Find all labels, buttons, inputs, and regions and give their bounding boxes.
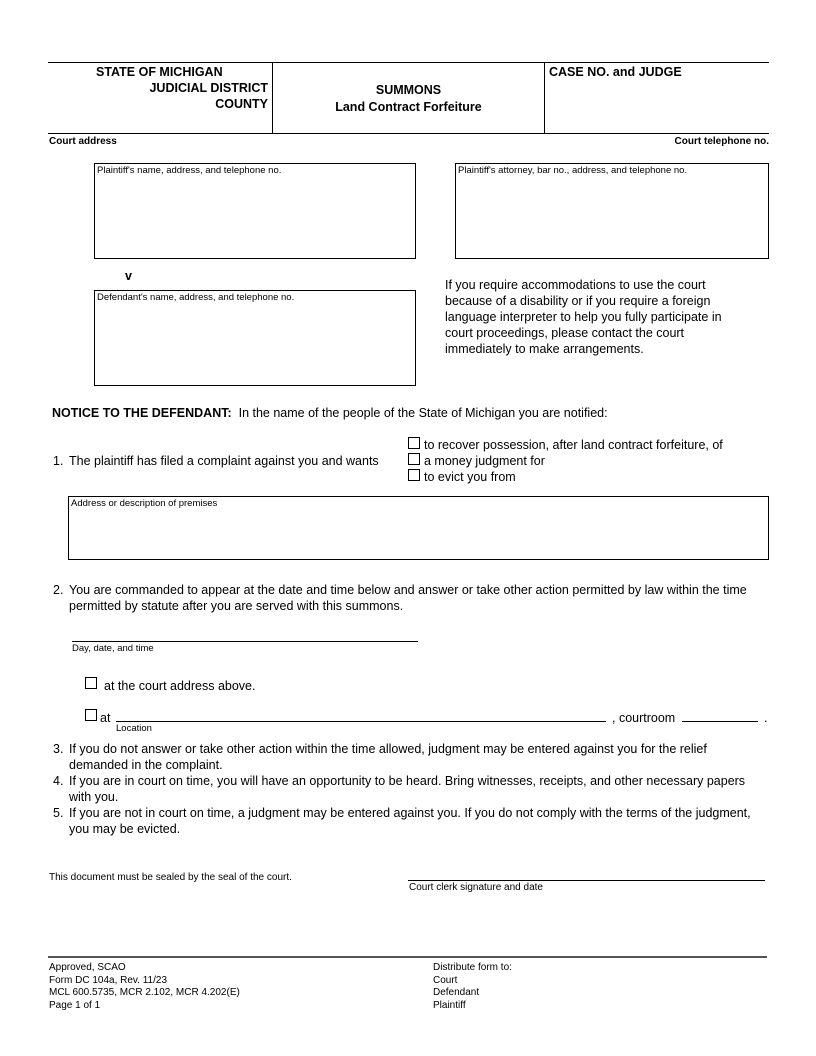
- notice-intro-line: [52, 405, 608, 421]
- option-money-checkbox[interactable]: [408, 453, 420, 465]
- premises-box[interactable]: [68, 496, 769, 560]
- court-address-label: Court address: [49, 136, 117, 147]
- defendant-box[interactable]: [94, 290, 416, 386]
- option-recover-label: to recover possession, after land contract forfeiture, of: [424, 438, 723, 452]
- clerk-signature-label: Court clerk signature and date: [409, 882, 543, 893]
- item4-text: If you are in court on time, you will have an opportunity to be heard. Bring witnesses, receipts, and other necessary papers with you.: [69, 774, 746, 804]
- footer-statutes: MCL 600.5735, MCR 2.102, MCR 4.202(E): [49, 987, 240, 998]
- item1-text: The plaintiff has filed a complaint against you and wants: [69, 454, 379, 468]
- item3-text: If you do not answer or take other action within the time allowed, judgment may be entered against you for the relief demanded in the complaint.: [69, 742, 707, 772]
- location-checkbox[interactable]: [85, 709, 97, 721]
- clerk-signature-line[interactable]: [408, 880, 765, 881]
- footer-left: [49, 962, 240, 1012]
- defendant-field-label: Defendant's name, address, and telephone no.: [97, 292, 295, 303]
- item1-number: 1.: [53, 454, 64, 468]
- form-subtitle: Land Contract Forfeiture: [335, 100, 482, 114]
- footer-page-number: Page 1 of 1: [49, 999, 101, 1011]
- attorney-field-label: Plaintiff's attorney, bar no., address, and telephone no.: [458, 165, 688, 176]
- premises-field-label: Address or description of premises: [71, 498, 218, 509]
- header-bottom-rule: [48, 133, 769, 134]
- footer-distribute-court: Court: [433, 974, 458, 986]
- option-recover-checkbox[interactable]: [408, 437, 420, 449]
- state-label: STATE OF MICHIGAN: [96, 65, 223, 79]
- case-number-label: CASE NO. and JUDGE: [549, 65, 682, 79]
- court-address-option-label: at the court address above.: [104, 679, 256, 693]
- courtroom-line[interactable]: [682, 721, 758, 722]
- item5-number: 5.: [53, 806, 64, 820]
- option-evict-label: to evict you from: [424, 470, 516, 484]
- district-label: JUDICIAL DISTRICT: [149, 81, 268, 95]
- option-evict-checkbox[interactable]: [408, 469, 420, 481]
- location-label: Location: [116, 723, 152, 734]
- county-label: COUNTY: [215, 97, 268, 111]
- day-date-label: Day, date, and time: [72, 643, 154, 654]
- footer-rule: [48, 956, 767, 958]
- notice-intro: In the name of the people of the State of Michigan you are notified:: [238, 406, 608, 420]
- footer-distribute-plaintiff: Plaintiff: [433, 999, 466, 1011]
- item3-number: 3.: [53, 742, 64, 756]
- footer-distribute-defendant: Defendant: [433, 987, 480, 998]
- footer-distribute-heading: Distribute form to:: [433, 962, 512, 973]
- option-money-label: a money judgment for: [424, 454, 545, 468]
- attorney-box[interactable]: [455, 163, 769, 259]
- plaintiff-box[interactable]: [94, 163, 416, 259]
- notice-heading: NOTICE TO THE DEFENDANT:: [52, 406, 232, 420]
- versus-label: v: [125, 269, 132, 283]
- item2-number: 2.: [53, 583, 64, 597]
- plaintiff-field-label: Plaintiff's name, address, and telephone no.: [97, 165, 282, 176]
- accommodation-notice: If you require accommodations to use the court because of a disability or if you require a foreign language interpreter to help you fully participate in court proceedings, please contact the court immediately to make arrangements.: [445, 278, 722, 356]
- header-divider-right: [544, 62, 545, 134]
- day-date-line[interactable]: [72, 641, 418, 642]
- location-line[interactable]: [116, 721, 606, 722]
- courtroom-label: , courtroom: [612, 711, 676, 725]
- item5-text: If you are not in court on time, a judgment may be entered against you. If you do not comply with the terms of the judgment, you may be evicted.: [69, 806, 751, 836]
- item4-number: 4.: [53, 774, 64, 788]
- footer-right: [433, 962, 512, 1012]
- form-title: SUMMONS: [375, 83, 442, 97]
- court-telephone-label: Court telephone no.: [674, 136, 769, 147]
- footer-form-number: Form DC 104a, Rev. 11/23: [49, 974, 168, 986]
- item2-text: You are commanded to appear at the date and time below and answer or take other action permitted by law within the time permitted by statute after you are served with this summons.: [69, 583, 747, 613]
- header-top-rule: [48, 62, 769, 63]
- seal-note: This document must be sealed by the seal of the court.: [49, 872, 292, 883]
- courtroom-period: .: [764, 711, 768, 725]
- header-divider-left: [272, 62, 273, 134]
- at-label: at: [100, 711, 111, 725]
- court-address-checkbox[interactable]: [85, 677, 97, 689]
- footer-approved: Approved, SCAO: [49, 962, 126, 973]
